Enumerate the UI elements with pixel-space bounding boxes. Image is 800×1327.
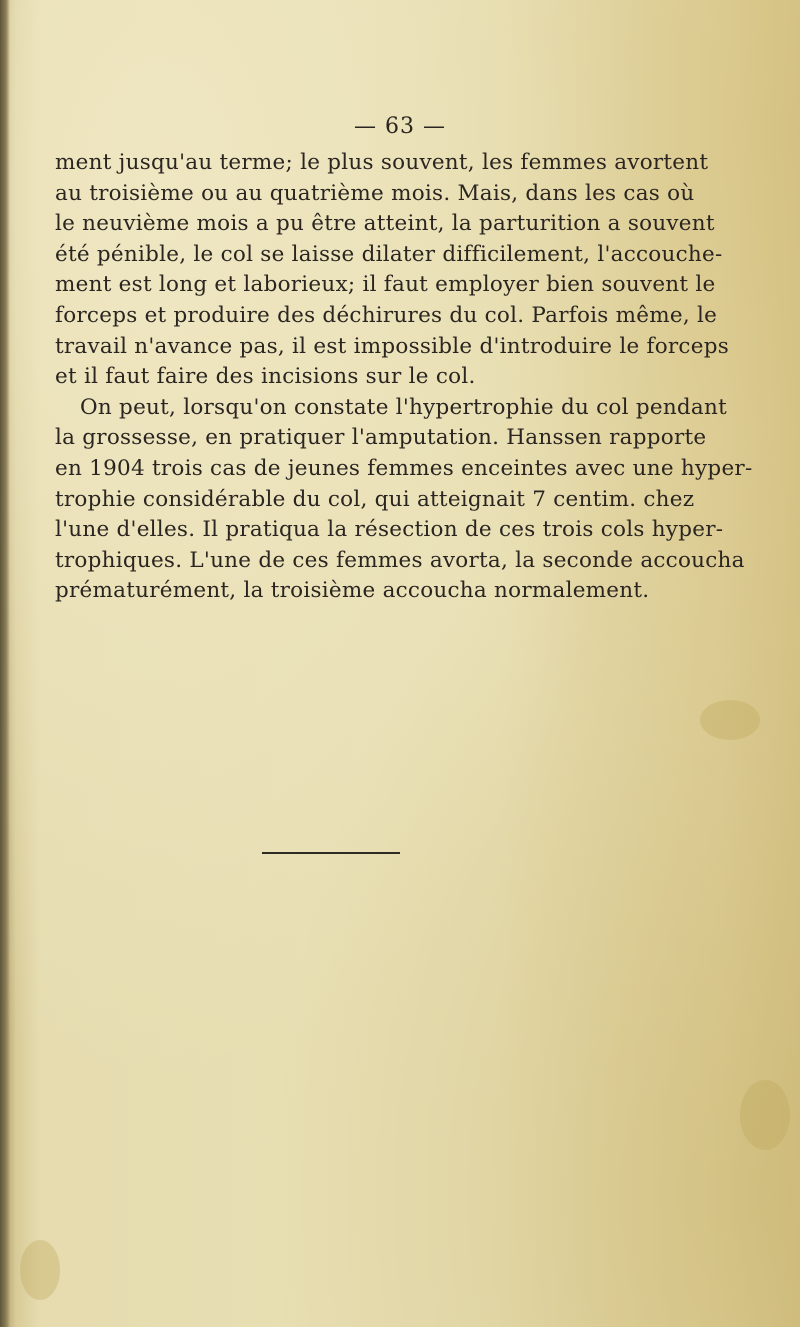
text-line: ment jusqu'au terme; le plus souvent, les femmes avortent	[55, 150, 709, 175]
text-line: l'une d'elles. Il pratiqua la résection de ces trois cols hyper-	[55, 517, 724, 543]
text-line: au troisième ou au quatrième mois. Mais, dans les cas où	[55, 180, 695, 206]
text-line: la grossesse, en pratiquer l'amputation. Hanssen rapporte	[55, 425, 707, 451]
text-line: travail n'avance pas, il est impossible d'introduire le forceps	[55, 333, 729, 359]
text-line: On peut, lorsqu'on constate l'hypertrophie du col pendant	[80, 394, 727, 420]
page-binding-edge	[0, 0, 10, 1327]
text-line: en 1904 trois cas de jeunes femmes enceintes avec une hyper-	[55, 455, 753, 481]
text-line: forceps et produire des déchirures du col. Parfois même, le	[55, 302, 718, 328]
body-text	[55, 148, 753, 607]
page-number: 63	[385, 114, 415, 139]
paragraph-1	[55, 148, 729, 393]
section-divider	[262, 852, 400, 854]
header-dash-left: —	[354, 114, 377, 139]
page-header	[0, 114, 800, 139]
paper-stain	[20, 1240, 60, 1300]
text-line: ment est long et laborieux; il faut employer bien souvent le	[55, 272, 716, 298]
paragraph-2	[55, 393, 753, 607]
text-line: été pénible, le col se laisse dilater difficilement, l'accouche-	[55, 241, 723, 267]
text-line: le neuvième mois a pu être atteint, la parturition a souvent	[55, 211, 715, 237]
paper-stain	[700, 700, 760, 740]
header-dash-right: —	[423, 114, 446, 139]
text-line: trophie considérable du col, qui atteignait 7 centim. chez	[55, 486, 695, 512]
text-line: prématurément, la troisième accoucha normalement.	[55, 578, 650, 604]
text-line: trophiques. L'une de ces femmes avorta, la seconde accoucha	[55, 547, 745, 573]
paper-stain	[740, 1080, 790, 1150]
text-line: et il faut faire des incisions sur le col.	[55, 364, 476, 390]
